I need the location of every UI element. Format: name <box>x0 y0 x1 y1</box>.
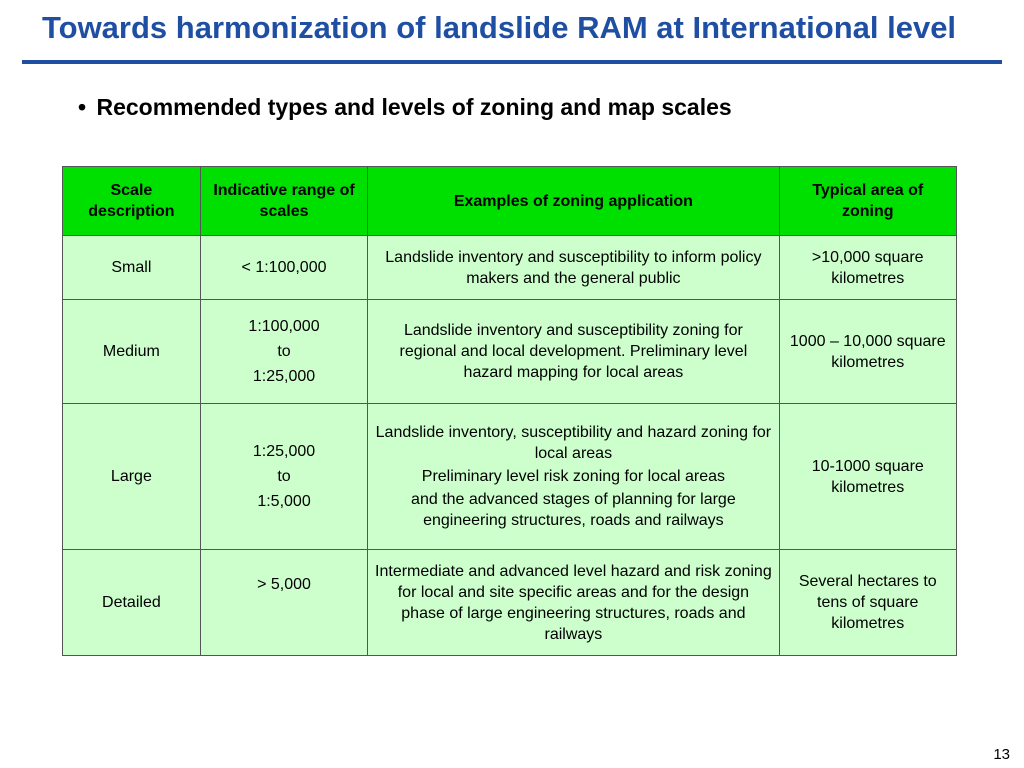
bullet-icon: • <box>78 94 87 120</box>
cell-range: < 1:100,000 <box>200 236 368 300</box>
title-divider <box>22 60 1002 64</box>
cell-example: Intermediate and advanced level hazard and risk zoning for local and site specific areas and for the design phase of large engineering structures, roads and railways <box>368 550 779 656</box>
cell-area: 10-1000 square kilometres <box>779 404 957 550</box>
zoning-table <box>62 166 957 656</box>
subtitle-text: Recommended types and levels of zoning and map scales <box>96 94 732 120</box>
cell-area: >10,000 square kilometres <box>779 236 957 300</box>
range-start: 1:25,000 <box>252 443 316 460</box>
header-zoning-examples: Examples of zoning application <box>368 167 779 236</box>
page-number: 13 <box>993 746 1010 763</box>
cell-scale: Medium <box>63 300 201 404</box>
table-row <box>63 404 957 550</box>
example-line: Landslide inventory, susceptibility and hazard zoning for local areas <box>375 424 772 462</box>
table-row <box>63 236 957 300</box>
table-row <box>63 300 957 404</box>
range-end: 1:25,000 <box>252 368 316 385</box>
cell-range <box>200 404 368 550</box>
header-scale-description: Scale description <box>63 167 201 236</box>
subtitle <box>78 94 732 121</box>
cell-area: Several hectares to tens of square kilometres <box>779 550 957 656</box>
cell-example <box>368 404 779 550</box>
example-line: Preliminary level risk zoning for local areas <box>421 468 725 485</box>
slide-title: Towards harmonization of landslide RAM at International level <box>42 10 957 45</box>
cell-scale: Detailed <box>63 550 201 656</box>
range-start: 1:100,000 <box>248 318 320 335</box>
range-to: to <box>277 468 291 485</box>
header-typical-area: Typical area of zoning <box>779 167 957 236</box>
cell-range: > 5,000 <box>200 550 368 656</box>
cell-example: Landslide inventory and susceptibility to inform policy makers and the general public <box>368 236 779 300</box>
cell-area: 1000 – 10,000 square kilometres <box>779 300 957 404</box>
table-row <box>63 550 957 656</box>
range-end: 1:5,000 <box>257 493 311 510</box>
cell-range <box>200 300 368 404</box>
table-header-row <box>63 167 957 236</box>
header-indicative-range: Indicative range of scales <box>200 167 368 236</box>
example-line: and the advanced stages of planning for large engineering structures, roads and railways <box>411 491 736 529</box>
cell-scale: Large <box>63 404 201 550</box>
range-to: to <box>277 343 291 360</box>
cell-example: Landslide inventory and susceptibility zoning for regional and local development. Preliminary level hazard mapping for local areas <box>368 300 779 404</box>
cell-scale: Small <box>63 236 201 300</box>
